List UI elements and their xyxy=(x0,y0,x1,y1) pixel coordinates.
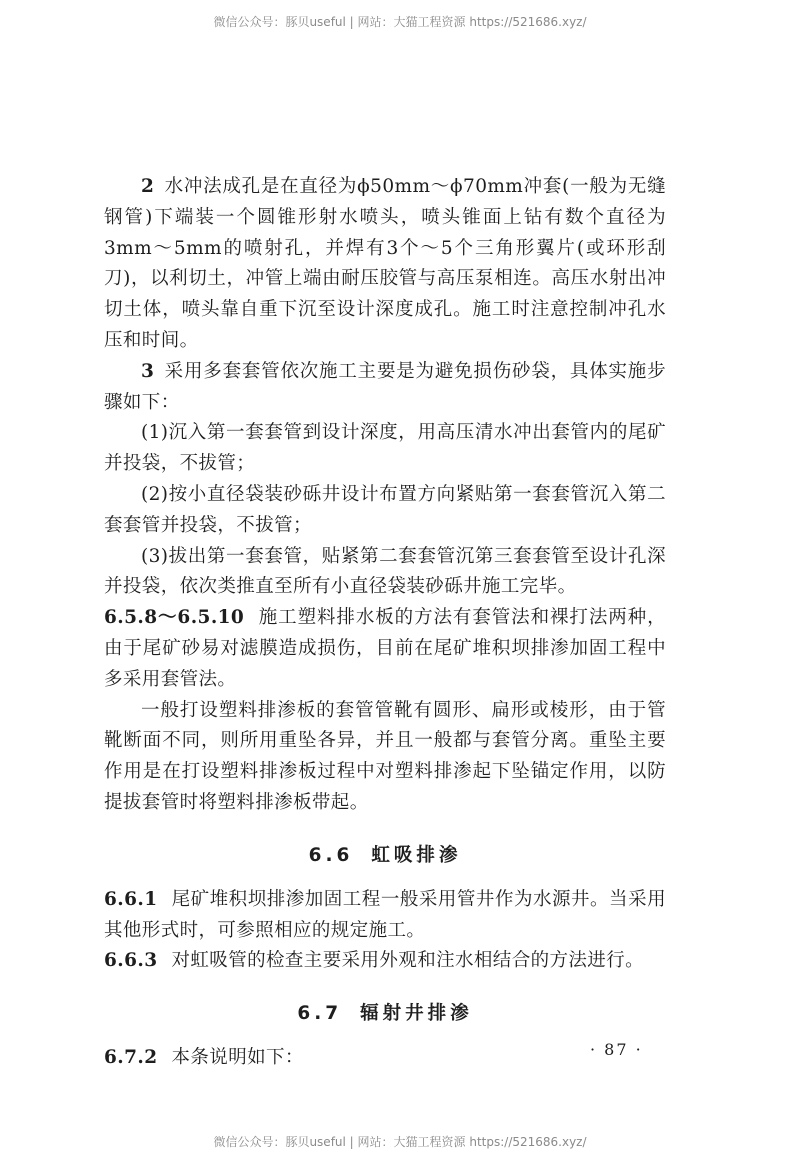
clause-number: 6.5.8～6.5.10 xyxy=(104,607,245,629)
page-body xyxy=(104,172,666,1074)
clause-number: 6.6.3 xyxy=(104,950,158,972)
clause-6-5-8 xyxy=(104,603,666,695)
section-title: 虹吸排渗 xyxy=(371,844,462,866)
section-heading-6-7 xyxy=(104,999,666,1025)
clause-text: 施工塑料排水板的方法有套管法和裸打法两种，由于尾矿砂易对滤膜造成损伤，目前在尾矿堆积坝排渗加固工程中多采用套管法。 xyxy=(104,607,667,690)
clause-number: 6.6.1 xyxy=(104,888,158,910)
clause-number: 6.7.2 xyxy=(104,1047,158,1069)
paragraph-step-1: (1)沉入第一套套管到设计深度，用高压清水冲出套管内的尾矿并投袋，不拔管； xyxy=(104,422,666,475)
section-title: 辐射井排渗 xyxy=(360,1003,473,1025)
paragraph-item-3 xyxy=(104,357,666,419)
paragraph-plastic-board: 一般打设塑料排渗板的套管管靴有圆形、扁形或棱形，由于管靴断面不同，则所用重坠各异，并且一般都与套管分离。重坠主要作用是在打设塑料排渗板过程中对塑料排渗起下坠锚定作用，以防提拔套管时将塑料排渗板带起。 xyxy=(104,699,666,813)
clause-6-7-2 xyxy=(104,1043,666,1074)
paragraph-item-2 xyxy=(104,172,666,357)
section-number: 6.7 xyxy=(297,1003,343,1025)
section-number: 6.6 xyxy=(308,844,354,866)
page-number: · 87 · xyxy=(590,1040,643,1059)
item-number: 3 xyxy=(141,360,155,382)
paragraph-text: 水冲法成孔是在直径为ϕ50mm～ϕ70mm冲套(一般为无缝钢管)下端装一个圆锥形射水喷头，喷头锥面上钻有数个直径为3mm～5mm的喷射孔，并焊有3个～5个三角形翼片(或环形刮刀)，以利切土，冲管上端由耐压胶管与高压泵相连。高压水射出冲切土体，喷头靠自重下沉至设计深度成孔。施工时注意控制冲孔水压和时间。 xyxy=(104,176,666,351)
paragraph-text: 采用多套套管依次施工主要是为避免损伤砂袋，具体实施步骤如下： xyxy=(104,360,666,413)
paragraph-step-2: (2)按小直径袋装砂砾井设计布置方向紧贴第一套套管沉入第二套套管并投袋，不拔管； xyxy=(104,483,666,536)
section-heading-6-6 xyxy=(104,841,666,867)
watermark-top: 微信公众号：豚贝useful | 网站：大猫工程资源 https://521686.xyz/ xyxy=(213,15,587,29)
clause-6-6-1 xyxy=(104,885,666,947)
clause-6-6-3 xyxy=(104,946,666,977)
clause-text: 本条说明如下： xyxy=(171,1047,304,1069)
clause-text: 对虹吸管的检查主要采用外观和注水相结合的方法进行。 xyxy=(171,950,645,972)
watermark-bottom: 微信公众号：豚贝useful | 网站：大猫工程资源 https://521686.xyz/ xyxy=(213,1135,587,1149)
clause-text: 尾矿堆积坝排渗加固工程一般采用管井作为水源井。当采用其他形式时，可参照相应的规定施工。 xyxy=(104,888,666,941)
paragraph-step-3: (3)拔出第一套套管，贴紧第二套套管沉第三套套管至设计孔深并投袋，依次类推直至所有小直径袋装砂砾井施工完毕。 xyxy=(104,545,666,598)
item-number: 2 xyxy=(141,176,155,197)
